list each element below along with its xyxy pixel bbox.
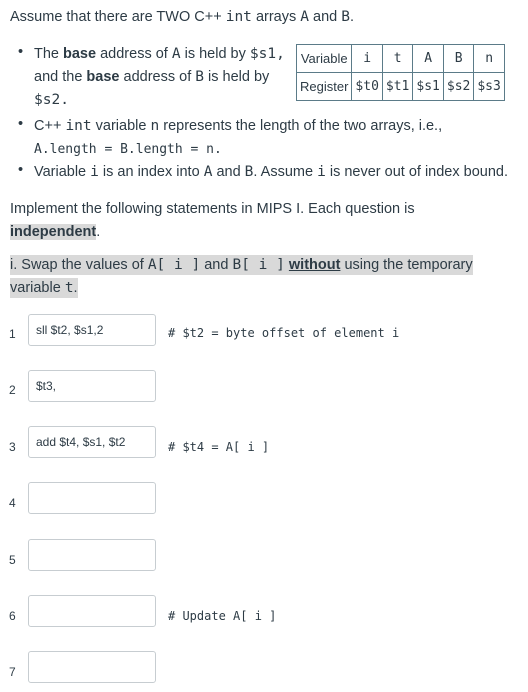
line-number: 3 — [9, 440, 16, 454]
line-number: 5 — [9, 553, 16, 567]
table-cell: B — [443, 45, 473, 73]
line-number: 7 — [9, 665, 16, 679]
code-comment: # $t2 = byte offset of element i — [168, 326, 400, 340]
table-cell: $s2 — [443, 73, 473, 101]
table-cell: i — [352, 45, 382, 73]
line-number: 4 — [9, 496, 16, 510]
table-row — [297, 45, 505, 73]
answer-input[interactable]: $t3, — [28, 370, 156, 402]
answer-input[interactable] — [28, 595, 156, 627]
bullet-3-text: Variable i is an index into A and B. Assume i is never out of index bound. — [34, 164, 508, 180]
table-cell: Register — [297, 73, 352, 101]
answer-input[interactable]: add $t4, $s1, $t2 — [28, 426, 156, 458]
answer-input[interactable] — [28, 482, 156, 514]
table-cell: $t1 — [382, 73, 412, 101]
table-cell: t — [382, 45, 412, 73]
table-cell: $s3 — [474, 73, 504, 101]
table-cell: $t0 — [352, 73, 382, 101]
line-number: 6 — [9, 609, 16, 623]
table-cell: Variable — [297, 45, 352, 73]
question-text: i. Swap the values of A[ i ] and B[ i ] without using the temporary variable t. — [10, 257, 473, 296]
intro-text: Assume that there are TWO C++ int arrays A and B. — [10, 9, 355, 25]
table-row — [297, 73, 505, 101]
answer-input[interactable] — [28, 539, 156, 571]
table-cell: A — [413, 45, 443, 73]
bullet-1-text: The base address of A is held by $s1, and the base address of B is held by $s2. — [34, 46, 285, 108]
answer-input[interactable]: sll $t2, $s1,2 — [28, 314, 156, 346]
code-comment: # Update A[ i ] — [168, 609, 277, 623]
answer-input[interactable] — [28, 651, 156, 683]
register-table — [296, 44, 505, 101]
line-number: 2 — [9, 383, 16, 397]
code-comment: # $t4 = A[ i ] — [168, 440, 270, 454]
bullet-2-text: C++ int variable n represents the length of the two arrays, i.e., A.length = B.length = n. — [34, 118, 443, 157]
line-number: 1 — [9, 327, 16, 341]
table-cell: n — [474, 45, 504, 73]
table-cell: $s1 — [413, 73, 443, 101]
instruction-text: Implement the following statements in MIPS I. Each question is independent. — [10, 201, 415, 240]
